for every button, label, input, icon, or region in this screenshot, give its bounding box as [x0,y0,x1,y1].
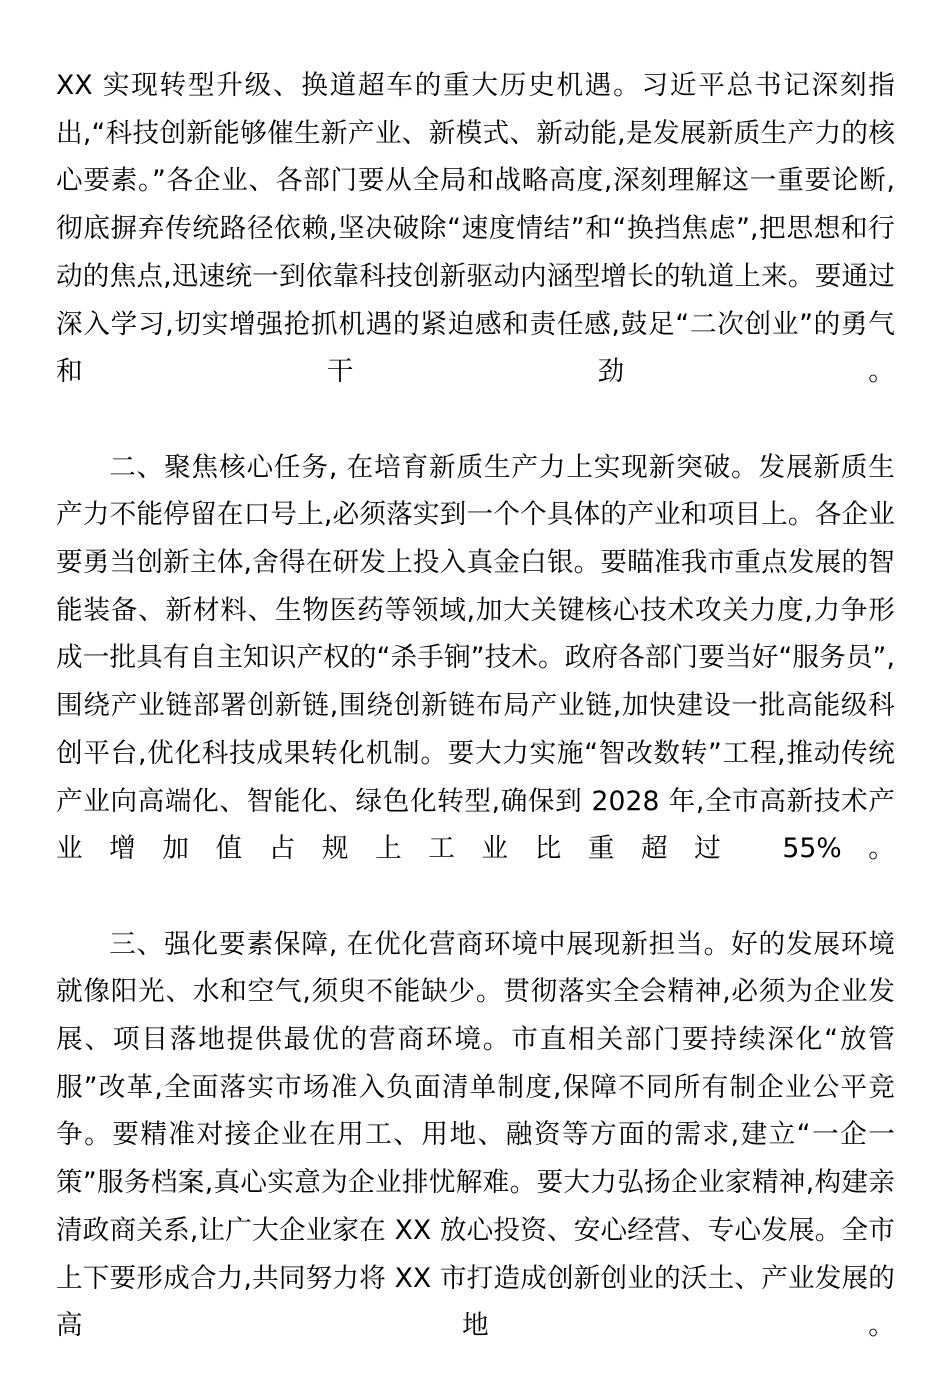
paragraph-section-three: 三、强化要素保障, 在优化营商环境中展现新担当。好的发展环境就像阳光、水和空气,须臾不能缺少。贯彻落实全会精神,必须为企业发展、项目落地提供最优的营商环境。市直相关部门要持续深化“放管服”改革,全面落实市场准入负面清单制度,保障不同所有制企业公平竞争。要精准对接企业在用工、用地、融资等方面的需求,建立“一企一策”服务档案,真心实意为企业排忧解难。要大力弘扬企业家精神,构建亲清政商关系,让广大企业家在 XX 放心投资、安心经营、专心发展。全市上下要形成合力,共同努力将 XX 市打造成创新创业的沃土、产业发展的高地。 [56,928,895,1342]
paragraph-continued-section-one: XX 实现转型升级、换道超车的重大历史机遇。习近平总书记深刻指出,“科技创新能够催生新产业、新模式、新动能,是发展新质生产力的核心要素。”各企业、各部门要从全局和战略高度,深刻理解这一重要论断,彻底摒弃传统路径依赖,坚决破除“速度情结”和“换挡焦虑”,把思想和行动的焦点,迅速统一到依靠科技创新驱动内涵型增长的轨道上来。要通过深入学习,切实增强抢抓机遇的紧迫感和责任感,鼓足“二次创业”的勇气和干劲。 [56,70,895,388]
paragraph-section-two: 二、聚焦核心任务, 在培育新质生产力上实现新突破。发展新质生产力不能停留在口号上,必须落实到一个个具体的产业和项目上。各企业要勇当创新主体,舍得在研发上投入真金白银。要瞄准我市重点发展的智能装备、新材料、生物医药等领域,加大关键核心技术攻关力度,力争形成一批具有自主知识产权的“杀手锏”技术。政府各部门要当好“服务员”,围绕产业链部署创新链,围绕创新链布局产业链,加快建设一批高能级科创平台,优化科技成果转化机制。要大力实施“智改数转”工程,推动传统产业向高端化、智能化、绿色化转型,确保到 2028 年,全市高新技术产业增加值占规上工业比重超过 55%。 [56,451,895,865]
document-body [56,62,895,1398]
